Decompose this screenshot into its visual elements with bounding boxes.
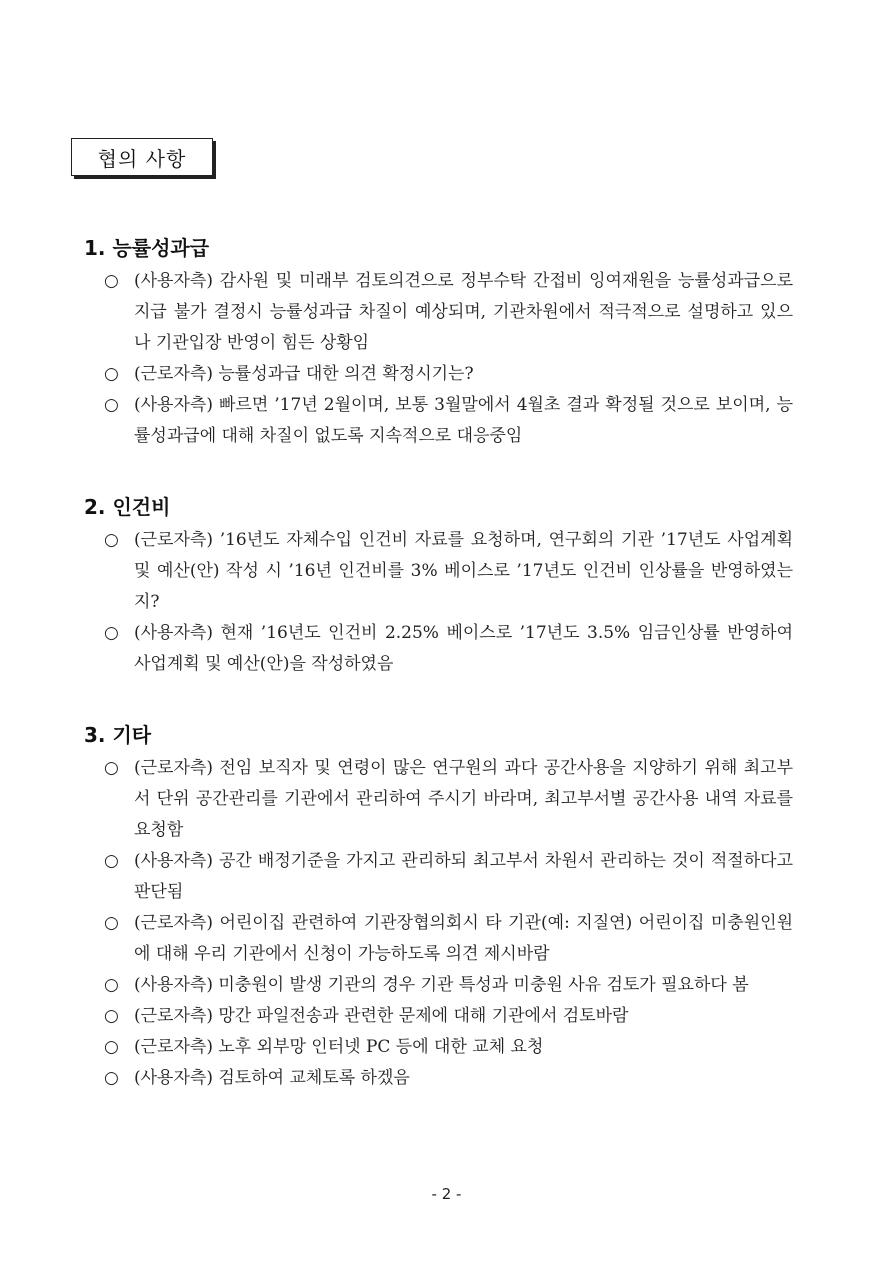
bullet-icon: ○	[104, 1006, 119, 1026]
section-2-items	[0, 525, 893, 680]
bullet-icon: ○	[104, 623, 119, 643]
list-item	[0, 753, 793, 846]
list-item	[0, 1063, 793, 1094]
bullet-icon: ○	[104, 271, 119, 291]
list-item-text: (사용자측) 공간 배정기준을 가지고 관리하되 최고부서 차원서 관리하는 것이 적절하다고 판단됨	[134, 851, 793, 902]
section-3-heading: 3. 기타	[84, 723, 152, 747]
list-item	[0, 266, 793, 359]
page-number: - 2 -	[431, 1185, 462, 1203]
list-item-text: (근로자측) 능률성과급 대한 의견 확정시기는?	[134, 364, 474, 384]
list-item	[0, 970, 793, 1001]
list-item	[0, 525, 793, 618]
list-item-text: (사용자측) 검토하여 교체토록 하겠음	[134, 1068, 410, 1088]
list-item-text: (사용자측) 미충원이 발생 기관의 경우 기관 특성과 미충원 사유 검토가 필요하다 봄	[134, 975, 749, 995]
list-item-text: (사용자측) 감사원 및 미래부 검토의견으로 정부수탁 간접비 잉여재원을 능률성과급으로 지급 불가 결정시 능률성과급 차질이 예상되며, 기관차원에서 적극적으로 설명하고 있으나 기관입장 반영이 힘든 상황임	[134, 271, 793, 353]
page-title: 협의 사항	[97, 146, 187, 171]
bullet-icon: ○	[104, 913, 119, 933]
section-1-items	[0, 266, 893, 452]
bullet-icon: ○	[104, 851, 119, 871]
bullet-icon: ○	[104, 364, 119, 384]
bullet-icon: ○	[104, 530, 119, 550]
list-item	[0, 618, 793, 680]
bullet-icon: ○	[104, 1037, 119, 1057]
section-3-items	[0, 753, 893, 1094]
list-item	[0, 1032, 793, 1063]
list-item-text: (근로자측) 노후 외부망 인터넷 PC 등에 대한 교체 요청	[134, 1037, 544, 1057]
list-item-text: (근로자측) 전임 보직자 및 연령이 많은 연구원의 과다 공간사용을 지양하기 위해 최고부서 단위 공간관리를 기관에서 관리하여 주시기 바라며, 최고부서별 공간사용 내역 자료를 요청함	[134, 758, 793, 840]
list-item	[0, 390, 793, 452]
section-1-heading: 1. 능률성과급	[84, 236, 210, 260]
list-item-text: (사용자측) 현재 ’16년도 인건비 2.25% 베이스로 ’17년도 3.5% 임금인상률 반영하여 사업계획 및 예산(안)을 작성하였음	[134, 623, 793, 674]
bullet-icon: ○	[104, 975, 119, 995]
list-item	[0, 1001, 793, 1032]
section-title-box	[71, 138, 213, 176]
list-item-text: (근로자측) ’16년도 자체수입 인건비 자료를 요청하며, 연구회의 기관 ’17년도 사업계획 및 예산(안) 작성 시 ’16년 인건비를 3% 베이스로 ’17년도 인건비 인상률을 반영하였는지?	[134, 530, 793, 612]
section-2-heading: 2. 인건비	[84, 495, 171, 519]
list-item	[0, 908, 793, 970]
bullet-icon: ○	[104, 758, 119, 778]
list-item-text: (근로자측) 망간 파일전송과 관련한 문제에 대해 기관에서 검토바람	[134, 1006, 629, 1026]
list-item-text: (근로자측) 어린이집 관련하여 기관장협의회시 타 기관(예: 지질연) 어린이집 미충원인원에 대해 우리 기관에서 신청이 가능하도록 의견 제시바람	[134, 913, 793, 964]
bullet-icon: ○	[104, 1068, 119, 1088]
list-item	[0, 846, 793, 908]
bullet-icon: ○	[104, 395, 119, 415]
list-item	[0, 359, 793, 390]
list-item-text: (사용자측) 빠르면 ’17년 2월이며, 보통 3월말에서 4월초 결과 확정될 것으로 보이며, 능률성과급에 대해 차질이 없도록 지속적으로 대응중임	[134, 395, 793, 446]
